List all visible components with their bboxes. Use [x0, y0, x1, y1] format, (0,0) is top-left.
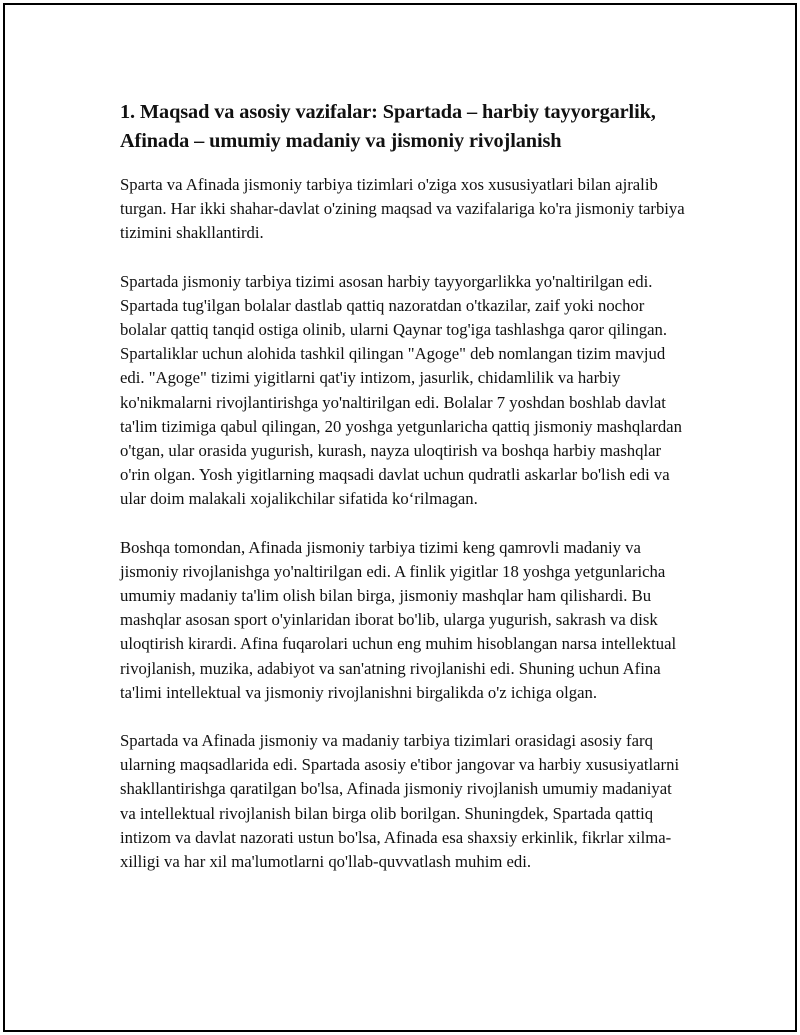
page-frame — [3, 3, 797, 1032]
document-body — [120, 98, 686, 898]
paragraph-athens: Boshqa tomondan, Afinada jismoniy tarbiya tizimi keng qamrovli madaniy va jismoniy rivojlanishga yo'naltirilgan edi. A finlik yigitlar 18 yoshga yetgunlaricha umumiy madaniy ta'lim olish bilan birga, jismoniy mashqlar ham qilishardi. Bu mashqlar asosan sport o'yinlaridan iborat bo'lib, ularga yugurish, sakrash va disk uloqtirish kirardi. Afina fuqarolari uchun eng muhim hisoblangan narsa intellektual rivojlanish, muzika, adabiyot va san'atning rivojlanishi edi. Shuning uchun Afina ta'limi intellektual va jismoniy rivojlanishni birgalikda o'z ichiga olgan. — [120, 537, 677, 702]
paragraph-sparta: Spartada jismoniy tarbiya tizimi asosan harbiy tayyorgarlikka yo'naltirilgan edi. Spartada tug'ilgan bolalar dastlab qattiq nazoratdan o'tkazilar, zaif yoki nochor bolalar qattiq tanqid ostiga olinib, ularni Qaynar tog'iga tashlashga qaror qilingan. Spartaliklar uchun alohida tashkil qilingan "Agoge" deb nomlangan tizim mavjud edi. "Agoge" tizimi yigitlarni qat'iy intizom, jasurlik, chidamlilik va harbiy ko'nikmalarni rivojlantirishga yo'naltirilgan edi. Bolalar 7 yoshdan boshlab davlat ta'lim tizimiga qabul qilingan, 20 yoshga yetgunlaricha qattiq jismoniy mashqlardan o'tgan, ular orasida yugurish, kurash, nayza uloqtirish va boshqa harbiy mashqlar o'rin olgan. Yosh yigitlarning maqsadi davlat uchun qudratli askarlar bo'lish edi va ular doim malakali xojalikchilar sifatida ko‘rilmagan. — [120, 271, 682, 509]
section-heading: 1. Maqsad va asosiy vazifalar: Spartada – harbiy tayyorgarlik, Afinada – umumiy madaniy va jismoniy rivojlanish — [120, 101, 656, 152]
paragraph-comparison: Spartada va Afinada jismoniy va madaniy tarbiya tizimlari orasidagi asosiy farq ularning maqsadlarida edi. Spartada asosiy e'tibor jangovar va harbiy xususiyatlarni shakllantirishga qaratilgan bo'lsa, Afinada jismoniy rivojlanish umumiy madaniyat va intellektual rivojlanish bilan birga olib borilgan. Shuningdek, Spartada qattiq intizom va davlat nazorati ustun bo'lsa, Afinada esa shaxsiy erkinlik, fikrlar xilma-xilligi va har xil ma'lumotlarni qo'llab-quvvatlash muhim edi. — [120, 731, 680, 872]
paragraph-intro: Sparta va Afinada jismoniy tarbiya tizimlari o'ziga xos xususiyatlari bilan ajralib turgan. Har ikki shahar-davlat o'zining maqsad va vazifalariga ko'ra jismoniy tarbiya tizimini shakllantirdi. — [120, 175, 685, 243]
